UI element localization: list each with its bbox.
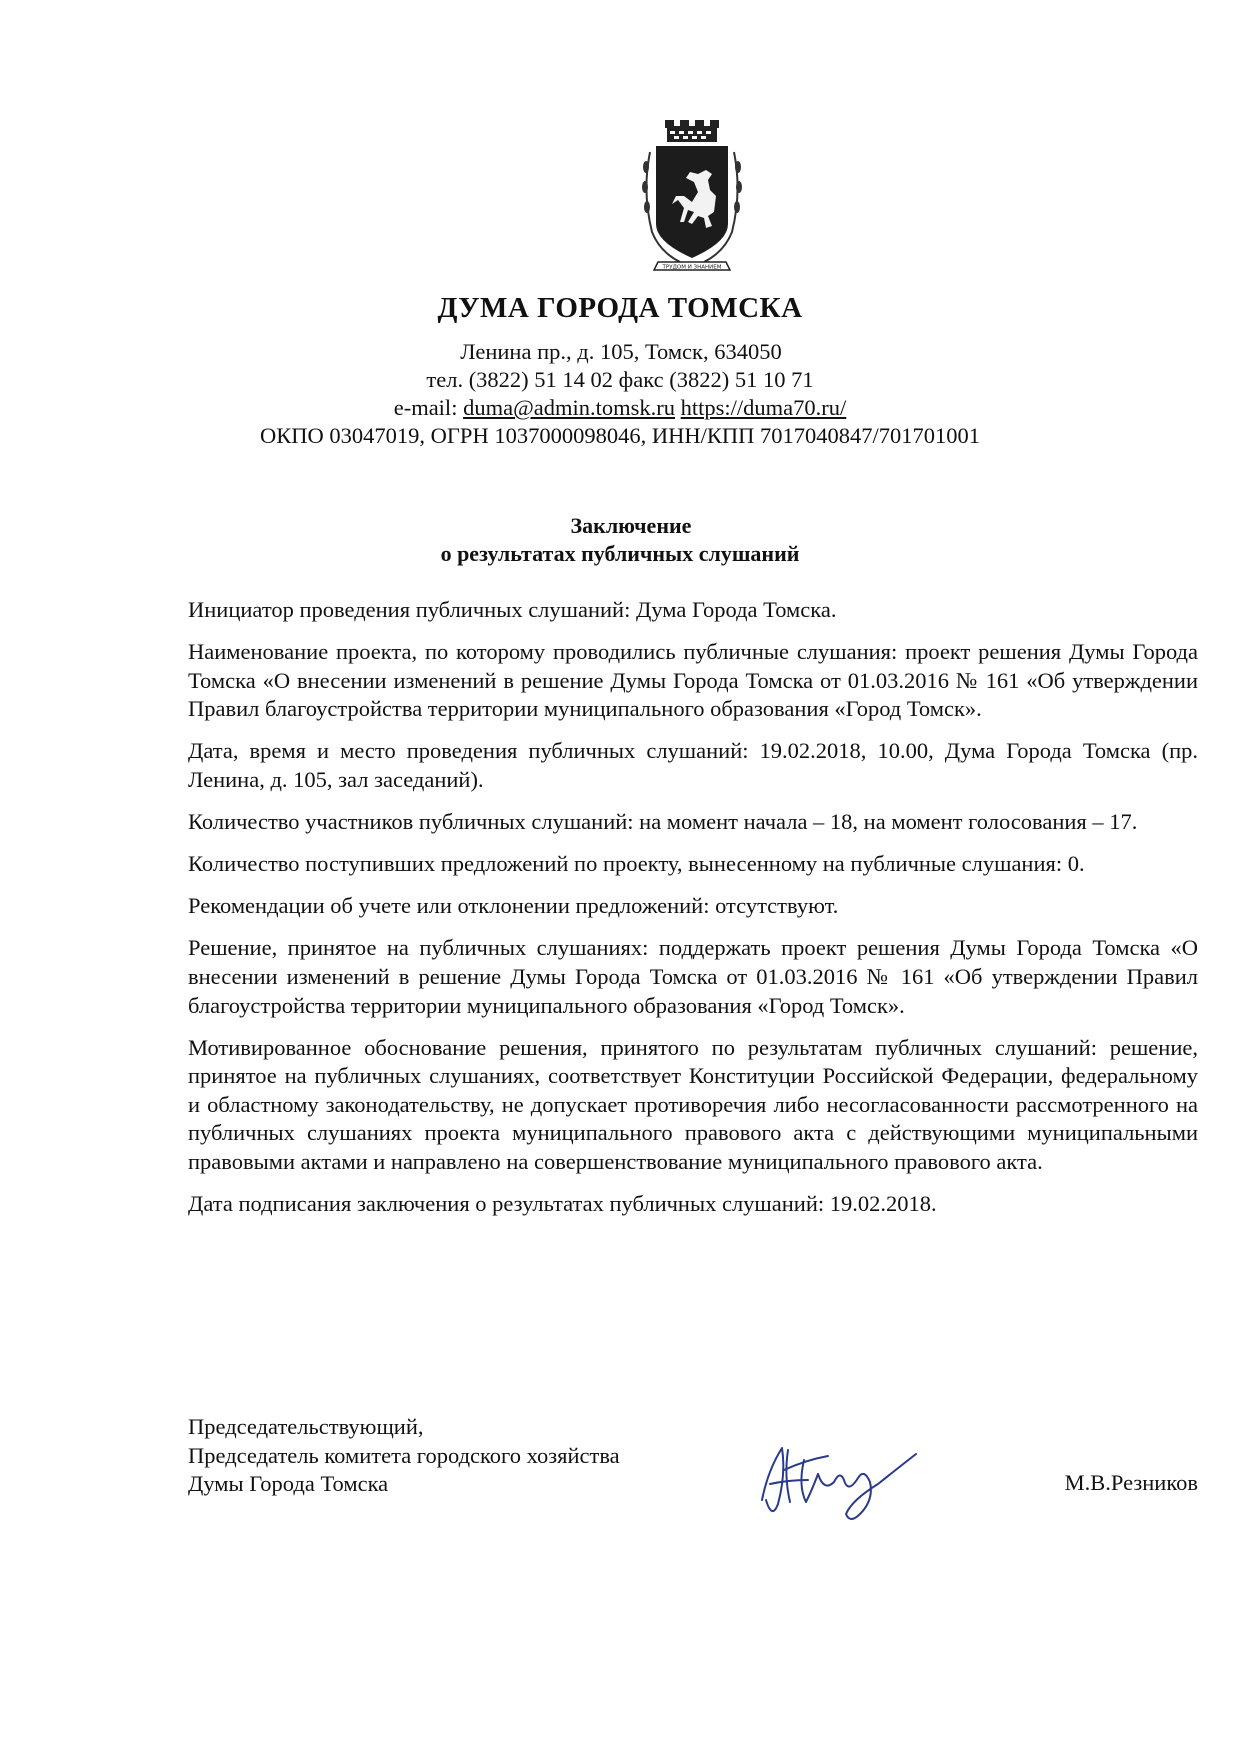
- registry-codes: ОКПО 03047019, ОГРН 1037000098046, ИНН/КПП 7017040847/701701001: [260, 423, 980, 448]
- paragraph-recommendations: Рекомендации об учете или отклонении предложений: отсутствуют.: [188, 893, 839, 919]
- email-website-line: [0, 394, 1240, 422]
- title-line-2: о результатах публичных слушаний: [440, 541, 800, 566]
- paragraph-participants: Количество участников публичных слушаний: на момент начала – 18, на момент голосования – 17.: [188, 809, 1138, 835]
- paragraph-proposals: Количество поступивших предложений по проекту, вынесенному на публичные слушания: 0.: [188, 851, 1085, 877]
- position-line-3: Думы Города Томска: [188, 1471, 389, 1496]
- website-link[interactable]: https://duma70.ru/: [680, 395, 847, 420]
- document-title: [0, 512, 1240, 568]
- coat-of-arms-icon: [632, 112, 752, 282]
- paragraph-initiator: Инициатор проведения публичных слушаний: Дума Города Томска.: [188, 597, 837, 622]
- paragraph-project-name: Наименование проекта, по которому проводились публичные слушания: проект решения Думы Города Томска «О внесении изменений в решение Думы Города Томска от 01.03.2016 № 161 «Об утверждении Правил благоустройства территории муниципального образования «Город Томск».: [188, 639, 1198, 722]
- emblem-motto: ТРУДОМ И ЗНАНИЕМ: [662, 264, 722, 271]
- signatory-name: М.В.Резников: [1064, 1470, 1198, 1495]
- contact-block: [0, 338, 1240, 450]
- position-line-1: Председательствующий,: [188, 1414, 424, 1439]
- email-label: e-mail:: [393, 395, 464, 420]
- email-link[interactable]: duma@admin.tomsk.ru: [463, 395, 676, 420]
- handwritten-signature: [748, 1430, 944, 1530]
- document-body: [188, 596, 1198, 1232]
- position-line-2: Председатель комитета городского хозяйства: [188, 1442, 620, 1468]
- address: Ленина пр., д. 105, Томск, 634050: [460, 339, 782, 364]
- paragraph-justification: Мотивированное обоснование решения, принятого по результатам публичных слушаний: решение, принятое на публичных слушаниях, соответствует Конституции Российской Федерации, федеральному и областному законодательству, не допускает противоречия либо несогласованности рассмотренного на публичных слушаниях проекта муниципального правового акта с действующими муниципальными правовыми актами и направлено на совершенствование муниципального правового акта.: [188, 1034, 1198, 1174]
- title-line-1: Заключение: [570, 513, 692, 538]
- paragraph-signing-date: Дата подписания заключения о результатах публичных слушаний: 19.02.2018.: [188, 1191, 937, 1217]
- phone-fax: тел. (3822) 51 14 02 факс (3822) 51 10 71: [426, 367, 814, 392]
- org-name: ДУМА ГОРОДА ТОМСКА: [437, 292, 803, 324]
- signatory-position: [188, 1413, 620, 1499]
- paragraph-date-place: Дата, время и место проведения публичных слушаний: 19.02.2018, 10.00, Дума Города Томска (пр. Ленина, д. 105, зал заседаний).: [188, 738, 1198, 792]
- paragraph-decision: Решение, принятое на публичных слушаниях: поддержать проект решения Думы Города Томска «О внесении изменений в решение Думы Города Томска от 01.03.2016 № 161 «Об утверждении Правил благоустройства территории муниципального образования «Город Томск».: [188, 935, 1198, 1018]
